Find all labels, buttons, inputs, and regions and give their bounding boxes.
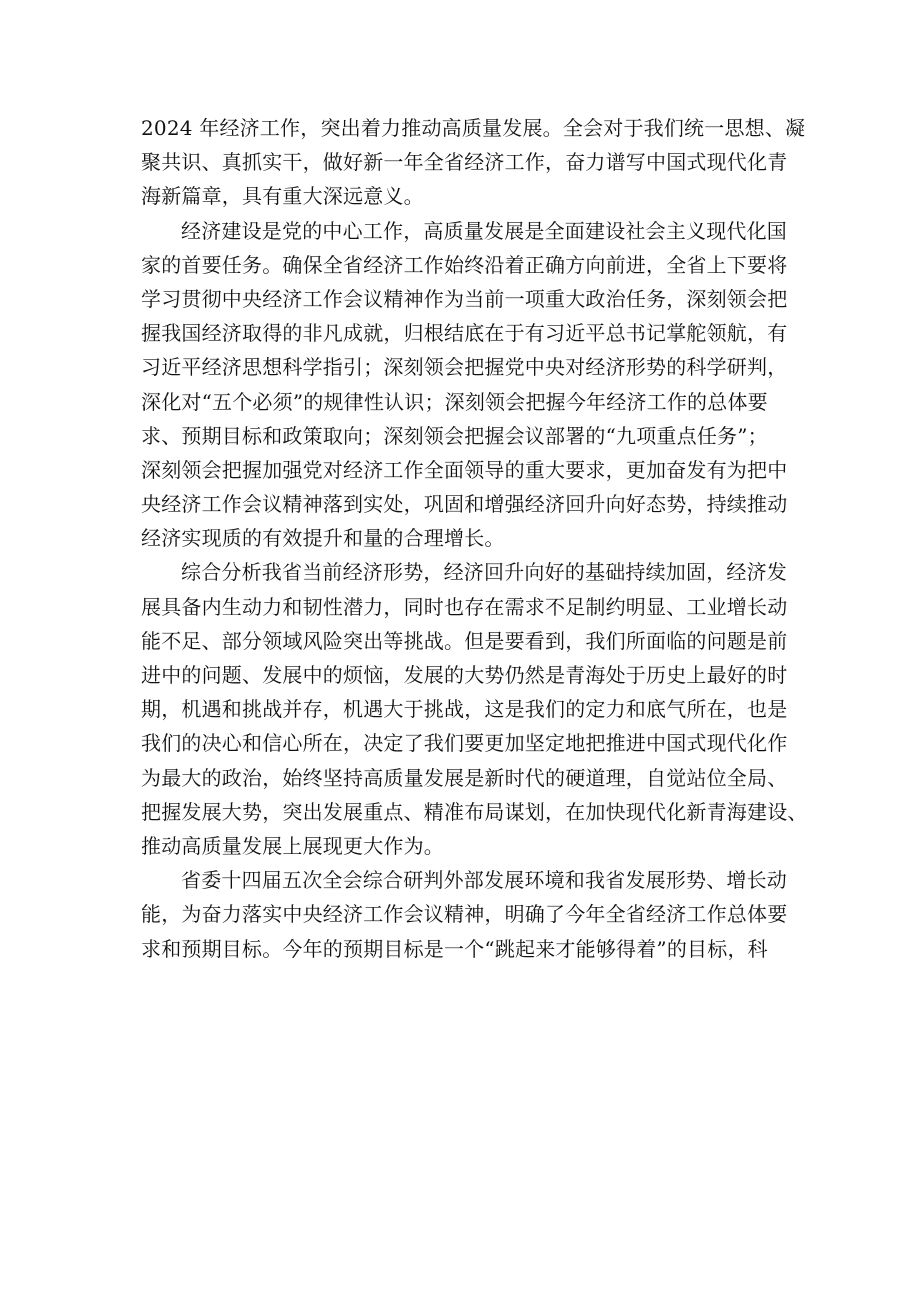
text-line: 求和预期目标。今年的预期目标是一个“跳起来才能够得着”的目标，科 <box>141 936 768 961</box>
text-line: 学习贯彻中央经济工作会议精神作为当前一项重大政治任务，深刻领会把 <box>141 286 788 311</box>
text-line: 经济实现质的有效提升和量的合理增长。 <box>141 526 505 551</box>
text-line: 2024 年经济工作，突出着力推动高质量发展。全会对于我们统一思想、凝 <box>141 116 806 140</box>
text-line: 省委十四届五次全会综合研判外部发展环境和我省发展形势、增长动 <box>181 868 787 893</box>
paragraph-1 <box>141 111 806 214</box>
text-line: 为最大的政治，始终坚持高质量发展是新时代的硬道理，自觉站位全局、 <box>141 765 788 790</box>
text-line: 习近平经济思想科学指引；深刻领会把握党中央对经济形势的科学研判， <box>141 355 788 380</box>
text-line: 能，为奋力落实中央经济工作会议精神，明确了今年全省经济工作总体要 <box>141 902 788 927</box>
text-line: 央经济工作会议精神落到实处，巩固和增强经济回升向好态势，持续推动 <box>141 492 788 517</box>
text-line: 深刻领会把握加强党对经济工作全面领导的重大要求，更加奋发有为把中 <box>141 457 788 482</box>
text-line: 聚共识、真抓实干，做好新一年全省经济工作，奋力谱写中国式现代化青 <box>141 150 788 175</box>
text-line: 能不足、部分领域风险突出等挑战。但是要看到，我们所面临的问题是前 <box>141 628 788 653</box>
text-line: 握我国经济取得的非凡成就，归根结底在于有习近平总书记掌舵领航，有 <box>141 321 788 346</box>
document-body <box>141 111 808 966</box>
text-line: 推动高质量发展上展现更大作为。 <box>141 833 444 858</box>
text-line: 深化对“五个必须”的规律性认识；深刻领会把握今年经济工作的总体要 <box>141 389 768 414</box>
text-line: 把握发展大势，突出发展重点、精准布局谋划，在加快现代化新青海建设、 <box>141 799 808 824</box>
paragraph-3 <box>141 555 808 863</box>
paragraph-4 <box>141 863 801 966</box>
text-line: 求、预期目标和政策取向；深刻领会把握会议部署的“九项重点任务”； <box>141 423 768 448</box>
text-line: 我们的决心和信心所在，决定了我们要更加坚定地把推进中国式现代化作 <box>141 731 788 756</box>
text-line: 期，机遇和挑战并存，机遇大于挑战，这是我们的定力和底气所在，也是 <box>141 697 788 722</box>
text-line: 家的首要任务。确保全省经济工作始终沿着正确方向前进，全省上下要将 <box>141 252 788 277</box>
text-line: 展具备内生动力和韧性潜力，同时也存在需求不足制约明显、工业增长动 <box>141 594 788 619</box>
paragraph-2 <box>141 214 801 556</box>
text-line: 综合分析我省当前经济形势，经济回升向好的基础持续加固，经济发 <box>181 560 787 585</box>
text-line: 进中的问题、发展中的烦恼，发展的大势仍然是青海处于历史上最好的时 <box>141 663 788 687</box>
text-line: 海新篇章，具有重大深远意义。 <box>141 184 424 209</box>
text-line: 经济建设是党的中心工作，高质量发展是全面建设社会主义现代化国 <box>181 218 787 243</box>
